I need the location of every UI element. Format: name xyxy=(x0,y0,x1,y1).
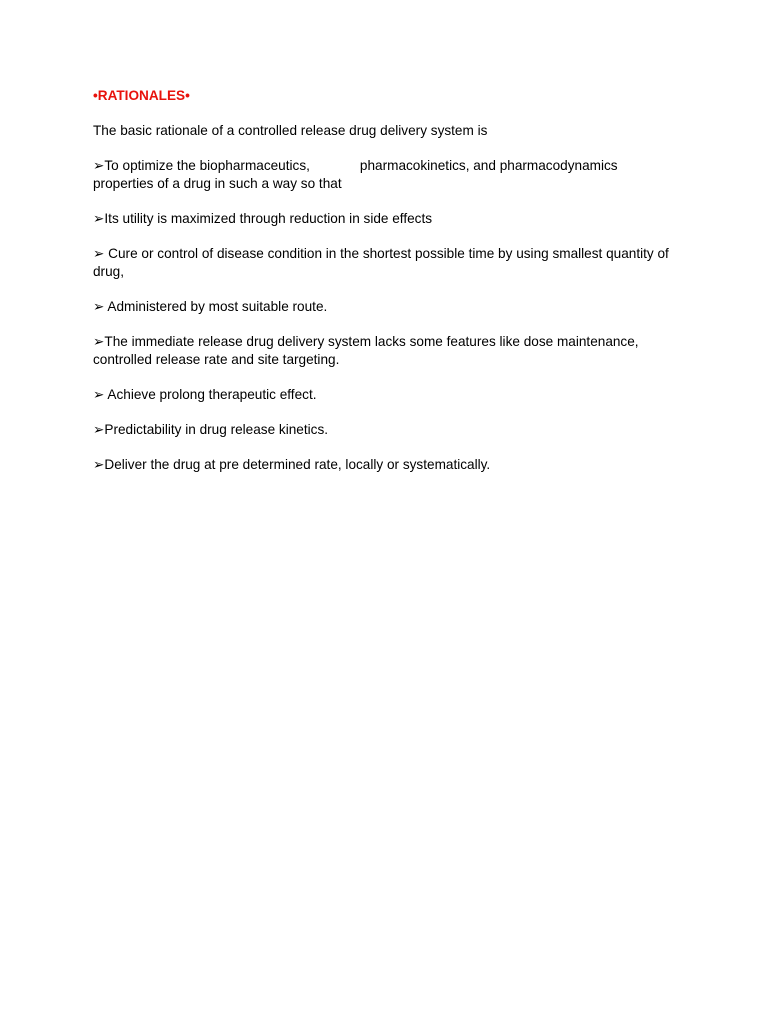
section-heading: •RATIONALES• xyxy=(93,88,190,103)
list-item-text-part-2: pharmacokinetics, and pharmacodynamics xyxy=(359,158,618,173)
list-item xyxy=(93,157,683,193)
list-item: ➢Its utility is maximized through reduction in side effects xyxy=(93,211,433,226)
list-item-text-part-3: properties of a drug in such a way so that xyxy=(93,176,342,191)
list-item: ➢Predictability in drug release kinetics. xyxy=(93,422,329,437)
document-content xyxy=(93,87,683,491)
list-item: ➢ Achieve prolong therapeutic effect. xyxy=(93,387,317,402)
list-item: ➢ Administered by most suitable route. xyxy=(93,299,328,314)
list-item: ➢Deliver the drug at pre determined rate, locally or systematically. xyxy=(93,457,491,472)
list-item-text-part-1: ➢To optimize the biopharmaceutics, xyxy=(93,158,310,173)
intro-paragraph: The basic rationale of a controlled release drug delivery system is xyxy=(93,123,488,138)
list-item: ➢ Cure or control of disease condition in the shortest possible time by using smallest quantity of drug, xyxy=(93,246,669,279)
list-item: ➢The immediate release drug delivery system lacks some features like dose maintenance, controlled release rate and site targeting. xyxy=(93,334,639,367)
